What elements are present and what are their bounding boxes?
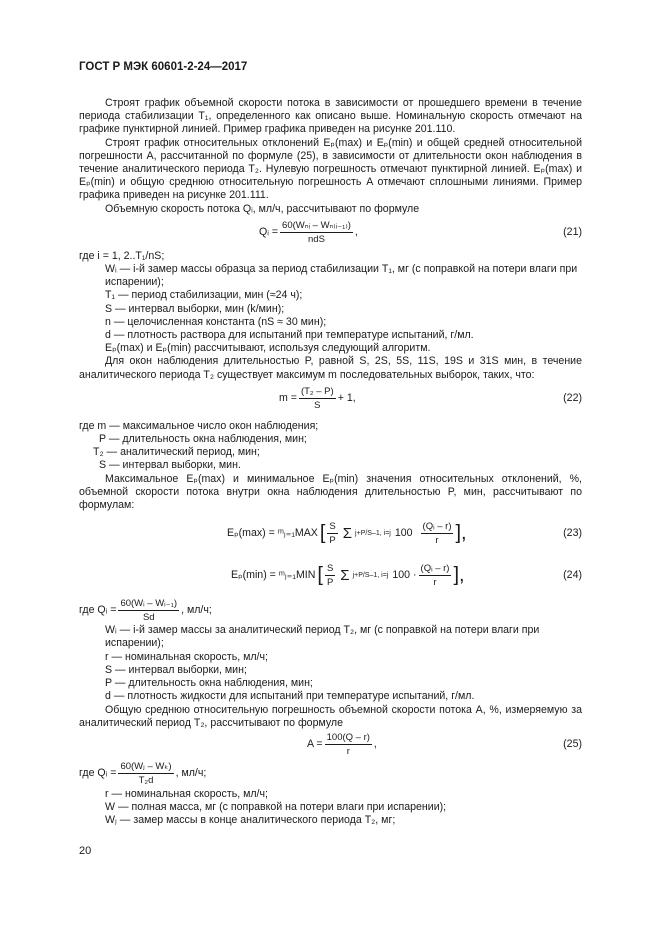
bracket-left: [ <box>319 521 326 544</box>
definition: Wᵢ — i-й замер массы образца за период стабилизации T₁, мг (с поправкой на потери влаги при испарении); <box>105 263 578 289</box>
definition: Eₚ(max) и Eₚ(min) рассчитывают, используя следующий алгоритм. <box>105 342 431 355</box>
fraction: $\frac{\text{(Qᵢ – r)}}{r}$ <box>420 562 450 588</box>
bracket-left: [ <box>317 563 323 586</box>
equation-tail: + 1, <box>337 392 356 405</box>
equation-lhs: m = <box>279 392 297 405</box>
constant: 100 · <box>392 568 417 581</box>
definition: P — длительность окна наблюдения, мин; <box>105 677 313 690</box>
fraction: $\frac{\text{60(Wⱼ – Wₖ)}}{\text{T₂d}}$ <box>120 761 172 787</box>
bracket-right: ], <box>455 521 467 544</box>
definition: d — плотность раствора для испытаний при температуре испытаний, г/мл. <box>105 329 474 342</box>
equation-24 <box>79 554 582 596</box>
equation-number: (24) <box>563 568 582 581</box>
where-clause: где i = 1, 2..T₁/nS; <box>79 249 165 262</box>
where-clause-formula: где Qᵢ = $\frac{\text{60(Wᵢ – Wᵢ₋₁)}}{Sd}$ , мл/ч; <box>79 597 212 623</box>
definition: S — интервал выборки, мин; <box>105 663 247 676</box>
paragraph: Строят график относительных отклонений Eₚ(max) и Eₚ(min) и общей средней относительной погрешности A, рассчитанной по формуле (25), в зависимости от длительности окон наблюдения в течение аналитического периода T₂. Нулевую погрешность отмечают пунктирной линией. Eₚ(max) и Eₚ(min) и общую среднюю относительную погрешность A отмечают сплошными линиями. Пример графика приведен на рисунке 201.111. <box>79 136 582 202</box>
fraction-numerator: 60(Wₙᵢ – Wₙ₍ᵢ₋₁₎) <box>282 220 351 232</box>
where-clause-formula: где Qᵢ = $\frac{\text{60(Wⱼ – Wₖ)}}{\text{T₂d}}$ , мл/ч; <box>79 761 207 787</box>
equation-25: A = $\frac{100(Q - r)}{r}$ , (25) <box>79 730 582 760</box>
paragraph: Строят график объемной скорости потока в зависимости от прошедшего времени в течение периода стабилизации T₁, определенного как описано выше. Номинальную скорость отмечают на графике пунктирной линией. Пример графика приведен на рисунке 201.110. <box>79 97 582 136</box>
equation-23 <box>79 512 582 554</box>
sum-limits: j+P/S–1, i=j <box>355 529 391 537</box>
fraction <box>299 386 336 411</box>
sum-limits: j+P/S–1, i=j <box>352 571 389 579</box>
definition: r — номинальная скорость, мл/ч; <box>105 650 268 663</box>
equation-lhs: Qᵢ = <box>259 226 279 239</box>
equation-lhs: Eₚ(min) = <box>231 568 276 581</box>
equation-22 <box>79 382 582 416</box>
equation-lhs: Eₚ(max) = <box>227 526 275 539</box>
fraction <box>280 220 353 245</box>
definition: d — плотность жидкости для испытаний при температуре испытаний, г/мл. <box>105 690 475 703</box>
sum-symbol: Σ <box>340 566 350 584</box>
equation-21 <box>79 216 582 250</box>
fraction: $\frac{\text{(Qᵢ – r)}}{r}$ <box>422 520 452 546</box>
paragraph: Объемную скорость потока Qᵢ, мл/ч, рассчитывают по формуле <box>105 202 420 215</box>
equation-number: (25) <box>563 738 582 751</box>
equation-number: (22) <box>563 392 582 405</box>
paragraph: Для окон наблюдения длительностью P, равной S, 2S, 5S, 11S, 19S и 31S мин, в течение аналитического периода T₂ существует максимум m последовательных выборок, таких, что: <box>79 355 582 381</box>
definition: S — интервал выборки, мин. <box>99 459 241 472</box>
sum-symbol: Σ <box>342 524 353 542</box>
document-header: ГОСТ Р МЭК 60601-2-24—2017 <box>79 61 248 73</box>
definition: P — длительность окна наблюдения, мин; <box>99 433 307 446</box>
definition: W — полная масса, мг (с поправкой на потери влаги при испарении); <box>105 801 447 814</box>
fraction: $\frac{S}{P}$ <box>326 562 334 588</box>
definition: n — целочисленная константа (nS ≈ 30 мин); <box>105 315 327 328</box>
definition: r — номинальная скорость, мл/ч; <box>105 787 268 800</box>
paragraph: Общую среднюю относительную погрешность объемной скорости потока A, %, измеряемую за аналитический период T₂, рассчитывают по формуле <box>79 703 582 729</box>
equation-number: (23) <box>563 526 582 539</box>
equation-lhs: A = <box>307 738 323 751</box>
fraction: $\frac{S}{P}$ <box>329 520 336 546</box>
definition: S — интервал выборки, мин (k/мин); <box>105 302 285 315</box>
document-body <box>79 97 582 828</box>
definition: Wᵢ — i-й замер массы за аналитический период T₂, мг (с поправкой на потери влаги при испарении); <box>105 624 540 650</box>
page-number: 20 <box>79 845 92 857</box>
equation-number: (21) <box>563 226 582 239</box>
operator-max: ᵐⱼ₌₁MAX <box>277 526 318 539</box>
definition: T₁ — период стабилизации, мин (≈24 ч); <box>105 289 303 302</box>
bracket-right: ], <box>453 563 465 586</box>
definition: T₂ — аналитический период, мин; <box>93 446 260 459</box>
paragraph: Максимальное Eₚ(max) и минимальное Eₚ(min) значения относительных отклонений, %, объемной скорости потока внутри окна наблюдения длительностью P, мин, рассчитывают по формулам: <box>79 472 582 512</box>
fraction: $\frac{\text{60(Wᵢ – Wᵢ₋₁)}}{Sd}$ <box>120 597 178 623</box>
fraction-numerator: (T₂ – P) <box>300 386 334 398</box>
constant: 100 <box>394 526 413 539</box>
definition: где m — максимальное число окон наблюдения; <box>79 419 319 432</box>
fraction: $\frac{100(Q - r)}{r}$ <box>326 732 370 758</box>
fraction-denominator: S <box>314 400 321 412</box>
fraction-denominator: ndS <box>308 234 325 246</box>
equation-tail: , <box>354 226 358 239</box>
definition: Wⱼ — замер массы в конце аналитического периода T₂, мг; <box>105 814 396 827</box>
operator-min: ᵐⱼ₌₁MIN <box>278 568 316 581</box>
